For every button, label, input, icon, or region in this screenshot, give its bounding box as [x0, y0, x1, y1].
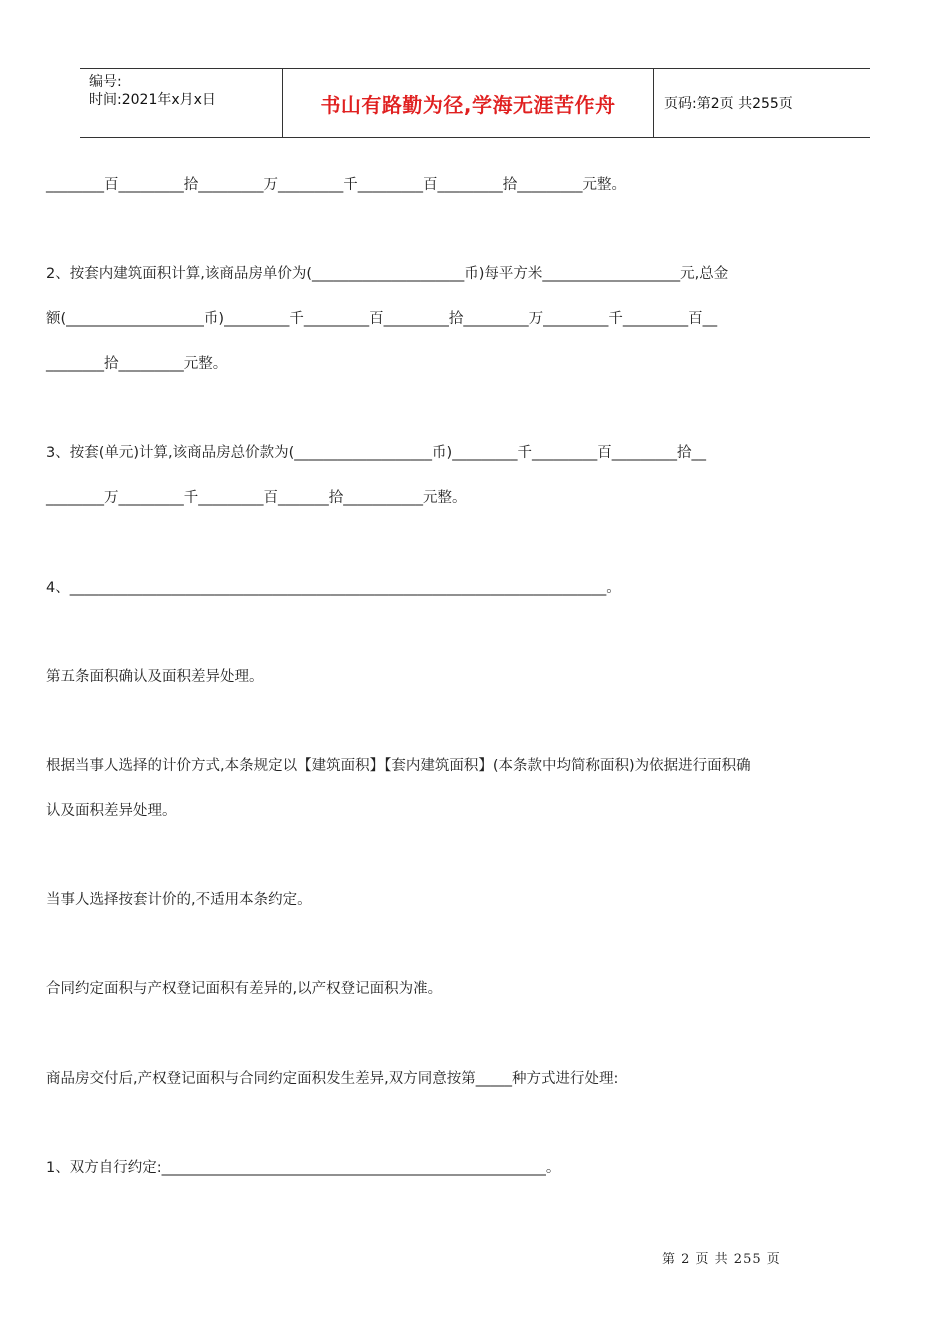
document-time: 时间:2021年x月x日: [89, 92, 216, 108]
option-1-line: 1、双方自行约定:_____________________________________________________。: [46, 1160, 561, 1176]
paragraph-per-unit: 当事人选择按套计价的,不适用本条约定。: [46, 892, 312, 908]
clause-2-line-1: 2、按套内建筑面积计算,该商品房单价为(_____________________币)每平方米___________________元,总金: [46, 266, 729, 282]
paragraph-handling-method: 商品房交付后,产权登记面积与合同约定面积发生差异,双方同意按第_____种方式进行处理:: [46, 1071, 619, 1087]
clause-3-line-2: ________万_________千_________百_______拾___________元整。: [46, 490, 467, 506]
paragraph-area-difference: 合同约定面积与产权登记面积有差异的,以产权登记面积为准。: [46, 981, 443, 997]
clause-2-line-3: ________拾_________元整。: [46, 356, 228, 372]
page-footer: 第 2 页 共 255 页: [662, 1252, 781, 1267]
clause-3-line-1: 3、按套(单元)计算,该商品房总价款为(___________________币)_________千_________百_________拾__: [46, 445, 706, 461]
document-number-label: 编号:: [89, 74, 122, 90]
paragraph-pricing-line-1: 根据当事人选择的计价方式,本条规定以【建筑面积】【套内建筑面积】(本条款中均简称面积)为依据进行面积确: [46, 758, 751, 774]
header-motto: 书山有路勤为径,学海无涯苦作舟: [282, 69, 654, 137]
clause-2-line-2: 额(___________________币)_________千_________百_________拾_________万_________千_________百__: [46, 311, 718, 327]
clause-4-line: 4、__________________________________________________________________________。: [46, 580, 621, 596]
header-page-code: 页码:第2页 共255页: [664, 96, 793, 112]
amount-line-1: ________百_________拾_________万_________千_________百_________拾_________元整。: [46, 177, 626, 193]
header-meta: [80, 69, 282, 137]
article-5-title: 第五条面积确认及面积差异处理。: [46, 669, 264, 685]
document-header: [80, 68, 870, 138]
paragraph-pricing-line-2: 认及面积差异处理。: [46, 803, 177, 819]
